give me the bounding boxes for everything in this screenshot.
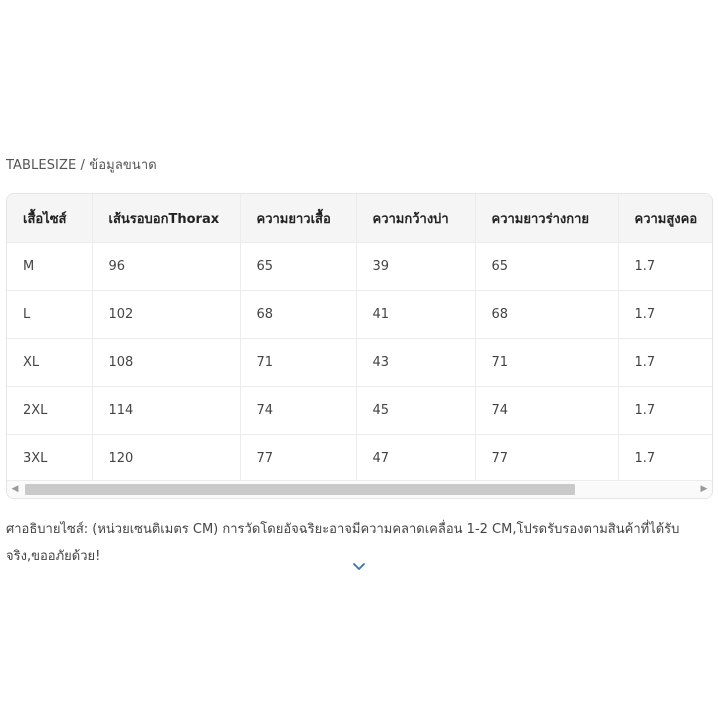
table-cell: 96 (92, 243, 240, 291)
table-cell: 1.7 (618, 387, 712, 435)
table-row (7, 339, 712, 387)
table-cell: L (7, 291, 92, 339)
table-cell: 77 (240, 435, 356, 482)
size-table-viewport (7, 194, 712, 481)
table-cell: 1.7 (618, 243, 712, 291)
size-description: ศาอธิบายไซส์: (หน่วยเซนติเมตร CM) การวัดโดยอัจฉริยะอาจมีความคลาดเคลื่อน 1-2 CM,โปรดรับรองตามสินค้าที่ได้รับจริง,ขออภัยด้วย! (6, 522, 680, 564)
header-body-length: ความยาวร่างกาย (475, 194, 618, 243)
table-cell: 120 (92, 435, 240, 482)
chevron-down-icon (351, 562, 367, 572)
table-cell: 108 (92, 339, 240, 387)
table-cell: 71 (240, 339, 356, 387)
table-row (7, 435, 712, 482)
table-cell: 102 (92, 291, 240, 339)
header-neck-height: ความสูงคอ (618, 194, 712, 243)
table-cell: 47 (356, 435, 475, 482)
table-cell: 1.7 (618, 435, 712, 482)
size-table (7, 194, 712, 481)
header-length: ความยาวเสื้อ (240, 194, 356, 243)
header-shoulder: ความกว้างบ่า (356, 194, 475, 243)
size-table-container (6, 193, 713, 499)
table-row (7, 243, 712, 291)
table-cell: 1.7 (618, 339, 712, 387)
table-cell: M (7, 243, 92, 291)
table-cell: 74 (240, 387, 356, 435)
table-cell: 1.7 (618, 291, 712, 339)
table-header-row (7, 194, 712, 243)
table-cell: 65 (240, 243, 356, 291)
table-cell: 2XL (7, 387, 92, 435)
table-cell: 77 (475, 435, 618, 482)
table-cell: 114 (92, 387, 240, 435)
table-cell: 68 (240, 291, 356, 339)
table-cell: 3XL (7, 435, 92, 482)
header-size: เสื้อไซส์ (7, 194, 92, 243)
table-row (7, 291, 712, 339)
horizontal-scrollbar[interactable] (7, 480, 712, 498)
triangle-left-icon[interactable]: ◀ (11, 484, 19, 494)
table-cell: XL (7, 339, 92, 387)
triangle-right-icon[interactable]: ▶ (700, 484, 708, 494)
scrollbar-thumb[interactable] (25, 484, 575, 495)
table-cell: 39 (356, 243, 475, 291)
table-cell: 45 (356, 387, 475, 435)
header-chest: เส้นรอบอกThorax (92, 194, 240, 243)
table-cell: 71 (475, 339, 618, 387)
page-title: TABLESIZE / ข้อมูลขนาด (6, 158, 157, 173)
table-cell: 74 (475, 387, 618, 435)
table-cell: 43 (356, 339, 475, 387)
table-cell: 41 (356, 291, 475, 339)
table-row (7, 387, 712, 435)
table-cell: 65 (475, 243, 618, 291)
table-cell: 68 (475, 291, 618, 339)
